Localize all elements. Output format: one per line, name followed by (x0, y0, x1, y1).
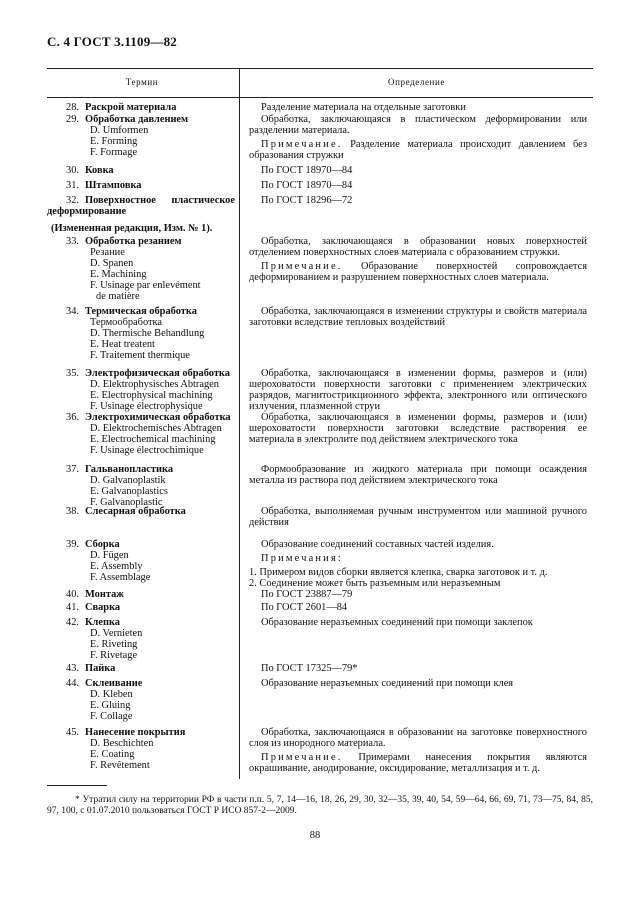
term-cell (47, 102, 235, 113)
term-translation: D. Thermische Behandlung (90, 328, 205, 339)
term-translation: E. Assembly (90, 561, 143, 572)
footnote-divider (47, 785, 107, 786)
note-text: Образование поверхностей сопровождается деформированием и разрушением поверхностных слоев материала. (249, 261, 587, 283)
definition-cell (249, 589, 587, 603)
definition-cell (249, 165, 587, 179)
page-number: 88 (309, 830, 321, 841)
definition-cell (249, 236, 587, 286)
term-line (47, 602, 235, 613)
term-translation: F. Usinage électrophysique (90, 401, 203, 412)
note (249, 261, 587, 283)
term-cell (47, 412, 235, 456)
term-name: Гальванопластика (85, 464, 174, 475)
term-translation: F. Galvanoplastic (90, 497, 163, 508)
term-translation: F. Formage (90, 147, 138, 158)
definition-cell (249, 412, 587, 448)
definition-text: Образование неразъемных соединений при помощи заклепок (261, 617, 533, 628)
term-number: 29. (66, 114, 79, 125)
term-translation: D. Galvanoplastik (90, 475, 166, 486)
definition-cell (249, 114, 587, 164)
term-number: 34. (66, 306, 79, 317)
term-name: Термическая обработка (85, 306, 197, 317)
term-translation: E. Riveting (90, 639, 138, 650)
term-number: 31. (66, 180, 79, 191)
term-line (47, 663, 235, 674)
term-name: Раскрой материала (85, 102, 177, 113)
term-line (47, 617, 235, 628)
terms-table (47, 68, 593, 774)
notes-label (249, 553, 587, 564)
page-header: С. 4 ГОСТ 3.1109—82 (47, 34, 177, 49)
term-name: Обработка резанием (85, 236, 182, 247)
term-cell (47, 236, 235, 302)
term-line (47, 102, 235, 113)
definition-cell (249, 663, 587, 677)
term-translation: de matière (96, 291, 140, 302)
term-number: 40. (66, 589, 79, 600)
definition-cell (249, 727, 587, 777)
table-header (47, 69, 593, 98)
definition-text: По ГОСТ 18970—84 (261, 180, 353, 191)
term-number: 38. (66, 506, 79, 517)
note-item: 1. Примером видов сборки является клепка, сварка заготовок и т. д. (249, 567, 548, 578)
footnote: * Утратил силу на территории РФ в части п.п. 5, 7, 14—16, 18, 26, 29, 30, 32—35, 39, 40, 54, 59—64, 66, 69, 71, 73—75, 84, 85, 97, 100, с 01.07.2010 пользоваться ГОСТ Р ИСО 857-2—2009. (47, 795, 593, 816)
term-line (47, 678, 235, 689)
term-translation: E. Galvanoplastics (90, 486, 168, 497)
term-line (47, 412, 235, 423)
term-cell (47, 589, 235, 600)
term-translation: F. Assemblage (90, 572, 151, 583)
amendment-note: (Измененная редакция, Изм. № 1). (51, 223, 213, 234)
definition-cell (249, 195, 587, 209)
term-number: 42. (66, 617, 79, 628)
term-number: 32. (66, 195, 79, 206)
definition-cell (249, 368, 587, 415)
term-translation: E. Electrophysical machining (90, 390, 213, 401)
definition-text: Обработка, выполняемая ручным инструментом или машиной ручного действия (249, 506, 587, 528)
term-translation: D. Elektrochemisches Abtragen (90, 423, 222, 434)
term-line (47, 165, 235, 176)
note (249, 752, 587, 774)
note-text: Примерами нанесения покрытия являются окрашивание, анодирование, оксидирование, металлизация и т. д. (249, 752, 587, 774)
definition-text: Обработка, заключающаяся в образовании новых поверхностей отделением поверхностных слоев материала с образованием стружки. (249, 236, 587, 258)
term-number: 30. (66, 165, 79, 176)
term-line (47, 727, 235, 738)
term-translation: D. Umformen (90, 125, 149, 136)
definition-text: Обработка, заключающаяся в изменении формы, размеров и (или) шероховатости поверхности заготовки вследствие растворения ее материала в электролите под действием электрического тока (249, 412, 587, 445)
term-translation: D. Fügen (90, 550, 129, 561)
term-cell (47, 180, 235, 191)
term-translation: D. Vernieten (90, 628, 143, 639)
term-cell (47, 727, 235, 771)
term-line (47, 539, 235, 550)
term-name: Слесарная обработка (85, 506, 186, 517)
term-name: Нанесение покрытия (85, 727, 186, 738)
term-translation: Термообработка (90, 317, 163, 328)
term-translation: E. Coating (90, 749, 135, 760)
term-translation: F. Revêtement (90, 760, 150, 771)
definition-text: По ГОСТ 17325—79* (261, 663, 358, 674)
term-line (47, 464, 235, 475)
term-translation: D. Spanen (90, 258, 134, 269)
term-number: 43. (66, 663, 79, 674)
term-cell (47, 195, 235, 217)
definition-cell (249, 180, 587, 194)
term-translation: D. Beschichten (90, 738, 154, 749)
term-number: 37. (66, 464, 79, 475)
column-header-definition: Определение (388, 77, 445, 87)
term-translation: E. Forming (90, 136, 138, 147)
definition-text: Разделение материала на отдельные заготовки (261, 102, 466, 113)
definition-text: Обработка, заключающаяся в образовании на заготовке поверхностного слоя из инородного материала. (249, 727, 587, 749)
term-cell (47, 663, 235, 674)
term-name: Электрохимическая обработка (85, 412, 231, 423)
definition-text: По ГОСТ 18970—84 (261, 165, 353, 176)
term-line (47, 195, 235, 206)
definition-cell (249, 678, 587, 692)
definition-cell (249, 464, 587, 489)
term-name: Сборка (85, 539, 120, 550)
definition-text: По ГОСТ 18296—72 (261, 195, 353, 206)
term-name: Склеивание (85, 678, 143, 689)
term-cell (47, 602, 235, 613)
term-name: Ковка (85, 165, 114, 176)
term-number: 33. (66, 236, 79, 247)
term-name: Монтаж (85, 589, 124, 600)
term-name: Поверхностное пластическое (85, 195, 235, 206)
definition-text: Обработка, заключающаяся в изменении формы, размеров и (или) шероховатости поверхности заготовки с применением электрических разрядов, магнитострикционного эффекта, электронного или оптического излучения, плазменной струи (249, 368, 587, 412)
note-label: Примечание. (261, 752, 343, 763)
note (249, 139, 587, 161)
note-label: Примечание. (261, 139, 343, 150)
term-cell (47, 617, 235, 661)
term-translation: F. Traitement thermique (90, 350, 190, 361)
term-line (47, 506, 235, 517)
definition-cell (249, 306, 587, 331)
term-translation: F. Usinage par enlevément (90, 280, 201, 291)
term-cell (47, 506, 235, 517)
note-text: Разделение материала происходит давлением без образования стружки (249, 139, 587, 161)
note-label: Примечание. (261, 261, 343, 272)
term-translation: E. Heat treatent (90, 339, 155, 350)
term-cell (47, 306, 235, 361)
term-translation: E. Gluing (90, 700, 131, 711)
definition-cell (249, 602, 587, 616)
term-line (47, 236, 235, 247)
term-number: 35. (66, 368, 79, 379)
column-divider (239, 69, 240, 779)
term-name: Клепка (85, 617, 120, 628)
definition-cell (249, 617, 587, 631)
term-translation: F. Rivetage (90, 650, 138, 661)
term-cell (47, 539, 235, 583)
term-translation: D. Kleben (90, 689, 133, 700)
term-number: 41. (66, 602, 79, 613)
definition-cell (249, 506, 587, 531)
term-translation: F. Usinage électrochimique (90, 445, 204, 456)
term-line (47, 114, 235, 125)
definition-cell (249, 539, 587, 589)
term-number: 45. (66, 727, 79, 738)
definition-text: По ГОСТ 2601—84 (261, 602, 348, 613)
term-line (47, 306, 235, 317)
note-item: 2. Соединение может быть разъемным или неразъемным (249, 578, 501, 589)
definition-text: Образование соединений составных частей изделия. (261, 539, 494, 550)
term-name: Штамповка (85, 180, 142, 191)
term-number: 28. (66, 102, 79, 113)
notes-label-text: Примечания: (261, 553, 344, 564)
term-line (47, 368, 235, 379)
term-line (47, 180, 235, 191)
term-line (47, 589, 235, 600)
term-name: Пайка (85, 663, 116, 674)
term-cell (47, 464, 235, 508)
definition-text: По ГОСТ 23887—79 (261, 589, 353, 600)
definition-text: Образование неразъемных соединений при помощи клея (261, 678, 514, 689)
column-header-term: Термин (125, 77, 159, 87)
term-translation: F. Collage (90, 711, 133, 722)
definition-text: Обработка, заключающаяся в пластическом деформировании или разделении материала. (249, 114, 587, 136)
term-translation: E. Machining (90, 269, 147, 280)
term-translation: Резание (90, 247, 125, 258)
term-cell (47, 368, 235, 412)
term-translation: E. Electrochemical machining (90, 434, 216, 445)
term-cell (47, 678, 235, 722)
definition-text: Формообразование из жидкого материала при помощи осаждения металла из раствора под действием электрического тока (249, 464, 587, 486)
term-number: 44. (66, 678, 79, 689)
definition-text: Обработка, заключающаяся в изменении структуры и свойств материала заготовки вследствие тепловых воздействий (249, 306, 587, 328)
term-name: Обработка давлением (85, 114, 189, 125)
term-number: 36. (66, 412, 79, 423)
term-name: Электрофизическая обработка (85, 368, 230, 379)
term-cell (47, 114, 235, 158)
term-translation: D. Elektrophysisches Abtragen (90, 379, 219, 390)
term-cell (47, 165, 235, 176)
term-line (47, 206, 235, 217)
term-name-continued: деформирование (47, 206, 127, 217)
term-number: 39. (66, 539, 79, 550)
term-name: Сварка (85, 602, 121, 613)
term-cell (47, 223, 307, 234)
